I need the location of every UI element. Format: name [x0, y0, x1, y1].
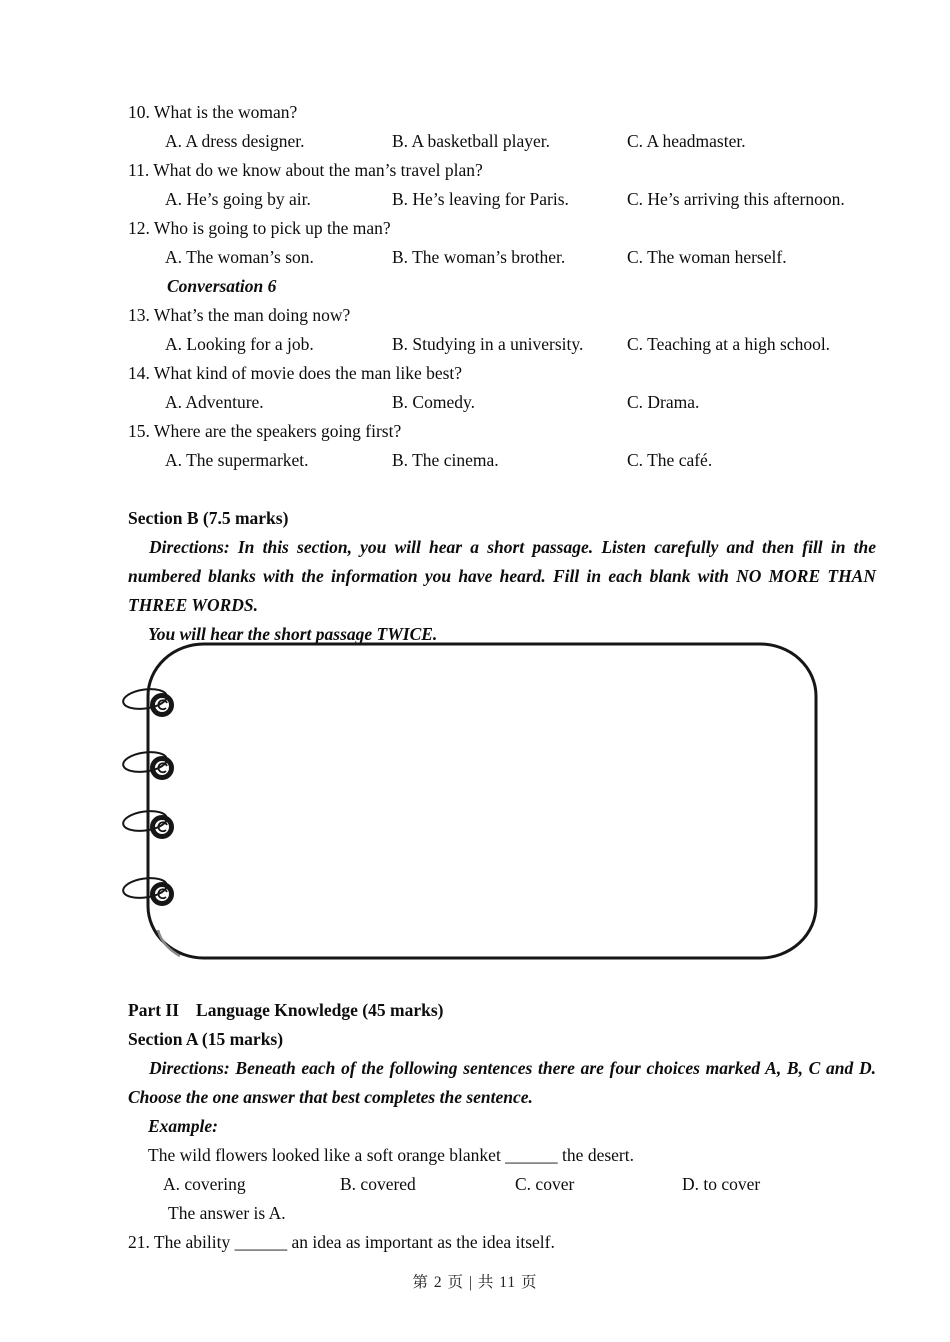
- question-12: [128, 214, 876, 272]
- example-option-b: B. covered: [340, 1174, 416, 1194]
- page-content: [0, 98, 950, 1257]
- option-b: B. A basketball player.: [392, 131, 550, 151]
- option-b: B. The woman’s brother.: [392, 247, 566, 267]
- question-text: 10. What is the woman?: [128, 102, 298, 122]
- question-text: 14. What kind of movie does the man like best?: [128, 363, 463, 383]
- option-a: A. The woman’s son.: [165, 247, 314, 267]
- answer-sheet-notebook-figure: [118, 640, 858, 965]
- option-c: C. The woman herself.: [627, 247, 787, 267]
- option-a: A. The supermarket.: [165, 450, 309, 470]
- question-text: 12. Who is going to pick up the man?: [128, 218, 391, 238]
- part-2-label: Part II: [128, 1000, 180, 1020]
- options-row: [128, 388, 876, 417]
- options-row: [128, 330, 876, 359]
- option-a: A. He’s going by air.: [165, 189, 311, 209]
- question-11: [128, 156, 876, 214]
- option-c: C. He’s arriving this afternoon.: [627, 189, 845, 209]
- option-b: B. He’s leaving for Paris.: [392, 189, 569, 209]
- option-a: A. Looking for a job.: [165, 334, 314, 354]
- section-b-note: You will hear the short passage TWICE.: [148, 624, 438, 644]
- example-label: Example:: [148, 1116, 218, 1136]
- question-10: [128, 98, 876, 156]
- example-option-c: C. cover: [515, 1174, 575, 1194]
- section-b-heading: Section B (7.5 marks): [128, 508, 289, 528]
- part-2-heading: [128, 996, 876, 1025]
- question-14: [128, 359, 876, 417]
- notebook-outline: [148, 644, 816, 958]
- part-2-title: Language Knowledge (45 marks): [196, 1000, 444, 1020]
- option-a: A. Adventure.: [165, 392, 264, 412]
- option-c: C. Drama.: [627, 392, 700, 412]
- example-option-a: A. covering: [163, 1174, 246, 1194]
- example-sentence: The wild flowers looked like a soft orange blanket ______ the desert.: [148, 1145, 634, 1165]
- section-a-directions: Directions: Beneath each of the following sentences there are four choices marked A, B, C and D. Choose the one answer that best completes the sentence.: [128, 1058, 876, 1107]
- options-row: [128, 185, 876, 214]
- example-answer: The answer is A.: [168, 1203, 286, 1223]
- option-c: C. Teaching at a high school.: [627, 334, 831, 354]
- option-a: A. A dress designer.: [165, 131, 305, 151]
- page-number-footer: 第 2 页 | 共 11 页: [412, 1274, 538, 1291]
- conversation-6-label: Conversation 6: [167, 276, 277, 296]
- options-row: [128, 127, 876, 156]
- question-text: 15. Where are the speakers going first?: [128, 421, 402, 441]
- question-text: 11. What do we know about the man’s travel plan?: [128, 160, 483, 180]
- options-row: [128, 446, 876, 475]
- question-text: 13. What’s the man doing now?: [128, 305, 351, 325]
- option-c: C. A headmaster.: [627, 131, 746, 151]
- section-a-heading: Section A (15 marks): [128, 1029, 284, 1049]
- option-b: B. Comedy.: [392, 392, 475, 412]
- question-15: [128, 417, 876, 475]
- option-c: C. The café.: [627, 450, 713, 470]
- section-b-directions: Directions: In this section, you will hear a short passage. Listen carefully and then fill in the numbered blanks with the information you have heard. Fill in each blank with NO MORE THAN THREE WORDS.: [128, 537, 876, 615]
- options-row: [128, 243, 876, 272]
- option-b: B. Studying in a university.: [392, 334, 584, 354]
- example-options-row: [128, 1170, 876, 1199]
- question-21: 21. The ability ______ an idea as important as the idea itself.: [128, 1232, 555, 1252]
- example-option-d: D. to cover: [682, 1174, 761, 1194]
- option-b: B. The cinema.: [392, 450, 499, 470]
- question-13: [128, 301, 876, 359]
